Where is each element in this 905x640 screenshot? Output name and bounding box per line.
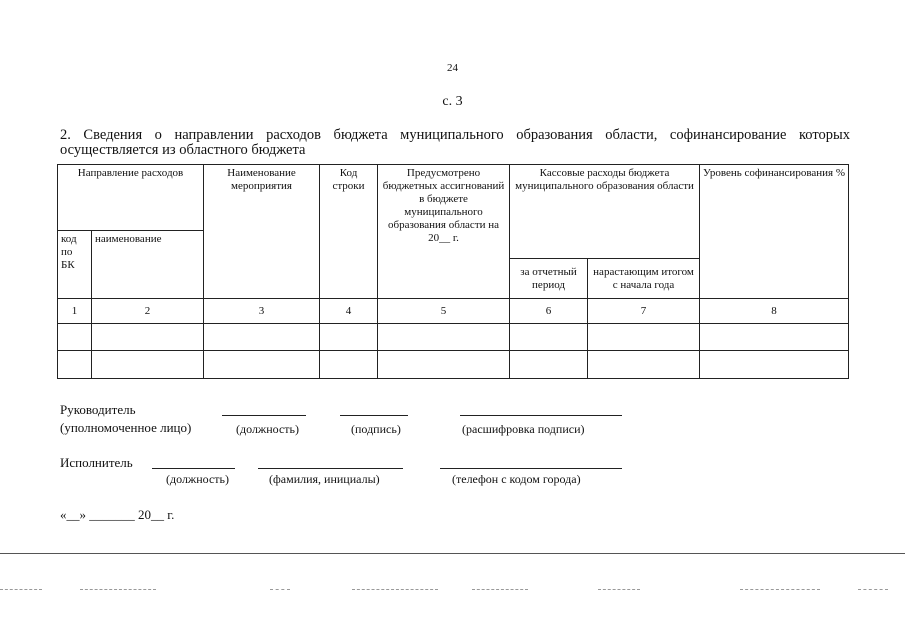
executor-surname-line	[258, 468, 403, 469]
executor-surname-caption: (фамилия, инициалы)	[269, 472, 380, 486]
header-code-bk: код по БК	[58, 231, 92, 299]
executor-phone-line	[440, 468, 622, 469]
column-number: 6	[510, 299, 588, 324]
column-number: 8	[700, 299, 849, 324]
decoding-line	[460, 415, 622, 416]
header-event: Наименование мероприятия	[204, 165, 320, 299]
signature-line	[340, 415, 408, 416]
scan-artifact	[598, 589, 640, 590]
page-number: 24	[447, 62, 458, 74]
header-cofinancing-level: Уровень софинансирования %	[700, 165, 849, 299]
scan-artifact	[352, 589, 438, 590]
head-label: Руководитель	[60, 402, 136, 417]
scan-artifact	[0, 589, 42, 590]
section-label: с. 3	[442, 94, 463, 109]
scan-artifact	[858, 589, 888, 590]
head-authorized-label: (уполномоченное лицо)	[60, 420, 192, 435]
header-reporting-period: за отчетный период	[510, 259, 588, 299]
executor-label: Исполнитель	[60, 455, 133, 470]
column-number: 7	[588, 299, 700, 324]
decoding-caption: (расшифровка подписи)	[462, 422, 585, 436]
expenditure-table	[57, 164, 849, 379]
column-number: 1	[58, 299, 92, 324]
scan-artifact	[80, 589, 156, 590]
header-cumulative: нарастающим итогом с начала года	[588, 259, 700, 299]
position-caption: (должность)	[236, 422, 299, 436]
section-heading: 2. Сведения о направлении расходов бюджета муниципального образования области, софинансирование которых осуществляется из областного бюджета	[60, 127, 850, 158]
executor-position-caption: (должность)	[166, 472, 229, 486]
scan-artifact	[270, 589, 290, 590]
header-name: наименование	[92, 231, 204, 299]
header-cash-expenses: Кассовые расходы бюджета муниципального образования области	[510, 165, 700, 259]
column-number: 4	[320, 299, 378, 324]
executor-phone-caption: (телефон с кодом города)	[452, 472, 581, 486]
header-direction: Направление расходов	[58, 165, 204, 231]
executor-position-line	[152, 468, 235, 469]
page-divider	[0, 553, 905, 554]
header-planned: Предусмотрено бюджетных ассигнований в бюджете муниципального образования области на 20__ г.	[378, 165, 510, 299]
column-number: 3	[204, 299, 320, 324]
scan-artifact	[472, 589, 528, 590]
column-number: 5	[378, 299, 510, 324]
position-line	[222, 415, 306, 416]
scan-artifact	[740, 589, 820, 590]
header-row-code: Код строки	[320, 165, 378, 299]
table-row	[58, 351, 849, 379]
signature-caption: (подпись)	[351, 422, 401, 436]
date-line: «__» _______ 20__ г.	[60, 507, 175, 522]
column-number: 2	[92, 299, 204, 324]
table-row	[58, 324, 849, 351]
